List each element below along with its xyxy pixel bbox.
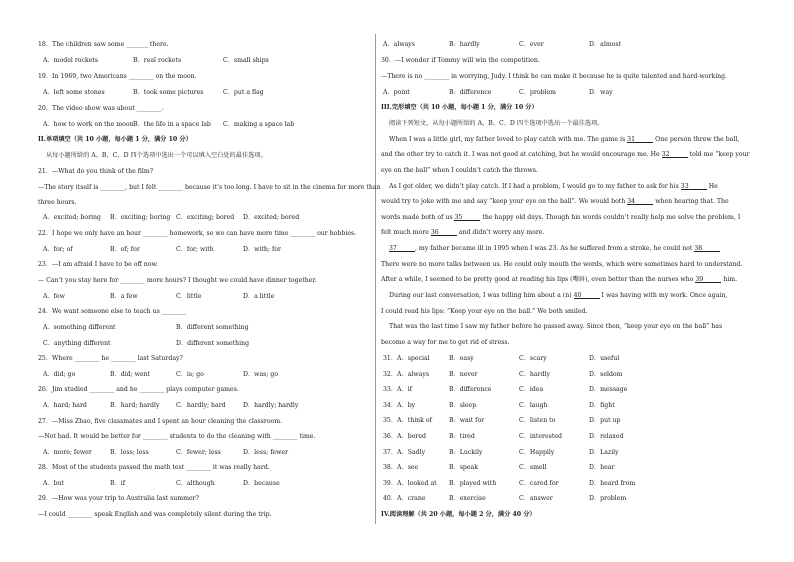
option: D．with; for	[243, 246, 281, 253]
passage-line-1	[389, 137, 739, 143]
option: C．for; with	[176, 246, 214, 253]
question-24: 24．We want someone else to teach us ________	[38, 308, 187, 315]
passage-text: him.	[723, 276, 738, 283]
passage-line-13: That was the last time I saw my father before he passed away. Since then, “keep your eye on the ball” has	[389, 323, 723, 330]
question-27: 27．—Miss Zhao, five classmates and I spent an hour cleaning the classroom.	[38, 418, 283, 425]
option: C．is; go	[176, 371, 204, 378]
option: B．a few	[110, 293, 138, 300]
option: 36．A．bored	[383, 433, 426, 440]
passage-text: would try to joke with me and say “keep your eye on the ball”. We would both	[381, 198, 626, 205]
passage-line-6	[381, 215, 740, 221]
passage-text: words made both of us	[381, 214, 453, 221]
option: B．Luckily	[449, 449, 483, 456]
option: A．how to work on the moon	[43, 121, 134, 128]
section-3-title: III.完形填空（共 10 小题，每小题 1 分，满分 10 分）	[381, 104, 538, 111]
option: C．listen to	[519, 417, 556, 424]
blank-38[interactable]: 38	[694, 246, 720, 252]
passage-text: and the other try to catch it. I was not good at catching, but he would encourage me. He	[381, 151, 660, 158]
blank-35[interactable]: 35	[454, 215, 480, 221]
option: C．although	[176, 480, 215, 487]
option: B．sleep	[449, 402, 477, 409]
question-19: 19．In 1969, two Americans ________ on the moon.	[38, 73, 197, 80]
option: B．took some pictures	[133, 89, 204, 96]
passage-text: He	[708, 183, 718, 190]
option: A．model rockets	[43, 57, 99, 64]
passage-line-11	[389, 293, 727, 299]
option: A．more; fewer	[43, 449, 92, 456]
passage-text: felt much more	[381, 229, 429, 236]
section-4-title: IV.阅读理解（共 20 小题，每小题 2 分，满分 40 分）	[381, 511, 536, 518]
section-3-instructions: 阅读下列短文，从每小题所给的 A、B、C、D 四个选项中选出一个最佳选项。	[389, 120, 604, 127]
option: B．difference	[449, 386, 492, 393]
option: D．seldom	[589, 371, 623, 378]
option: C．problem	[519, 89, 557, 96]
option: C．idea	[519, 386, 544, 393]
blank-34[interactable]: 34	[627, 199, 653, 205]
passage-line-9: There were no more talks between us. He could only mouth the words, which were sometimes hard to understand.	[381, 261, 743, 268]
option: D．different something	[176, 340, 250, 347]
option: A．did; go	[43, 371, 76, 378]
option: B．difference	[449, 89, 492, 96]
option: A．for; of	[43, 246, 73, 253]
passage-text: the happy old days. Though his words couldn’t really help me solve the problem, I	[482, 214, 741, 221]
passage-text: One person threw the ball,	[655, 136, 740, 143]
passage-text: After a while, I seemed to be pretty good at reading his lips (嘴唇), even better than the nurses who	[381, 276, 694, 283]
question-21-line2: —The story itself is ________, but I felt ________ because it’s too long. I have to sit in the cinema for more than	[38, 184, 381, 191]
option: C．exciting; bored	[176, 214, 235, 221]
option: B．never	[449, 371, 478, 378]
option: B．easy	[449, 355, 474, 362]
passage-line-8	[389, 246, 720, 252]
option: 32．A．always	[383, 371, 430, 378]
option: 37．A．Sadly	[383, 449, 426, 456]
question-29: 29．—How was your trip to Australia last summer?	[38, 495, 199, 502]
question-25: 25．Where ________ he ________ last Saturday?	[38, 355, 183, 362]
question-26: 26．Jim studied ________ and he ________ plays computer games.	[38, 386, 239, 393]
option: A．always	[383, 41, 415, 48]
option: B．if	[110, 480, 126, 487]
question-20: 20．The video show was about ________.	[38, 105, 164, 112]
option: C．put a flag	[223, 89, 264, 96]
option: C．making a space lab	[223, 121, 295, 128]
option: C．smell	[519, 464, 547, 471]
option: A．but	[43, 480, 65, 487]
option: C．hardly; hard	[176, 402, 226, 409]
option: D．hear	[589, 464, 615, 471]
option: C．scary	[519, 355, 547, 362]
section-2-instructions: 从每小题所给的 A、B、C、D 四个选项中选出一个可以填入空白处的最佳选项。	[46, 152, 267, 159]
question-30: 30．—I wonder if Tommy will win the competition.	[381, 57, 540, 64]
option: C．cared for	[519, 480, 559, 487]
option: B．hardly	[449, 41, 480, 48]
passage-line-5	[381, 199, 729, 205]
option: D．because	[243, 480, 280, 487]
question-28: 28．Most of the students passed the math test ________ it was really hard.	[38, 464, 270, 471]
option: C．fewer; less	[176, 449, 221, 456]
passage-text: and didn’t worry any more.	[458, 229, 545, 236]
blank-40[interactable]: 40	[574, 293, 600, 299]
option: A．point	[383, 89, 410, 96]
passage-text: During our last conversation, I was telling him about a (n)	[389, 292, 572, 299]
option: C．ever	[519, 41, 544, 48]
option: B．exercise	[449, 495, 486, 502]
option: 31．A．special	[383, 355, 430, 362]
blank-36[interactable]: 36	[431, 230, 457, 236]
option: B．played with	[449, 480, 497, 487]
question-23-line2: — Can’t you stay here for ________ more hours? I thought we could have dinner together.	[38, 277, 317, 284]
passage-line-2	[381, 152, 750, 158]
passage-line-14: become a way for me to get rid of stress.	[381, 339, 510, 346]
option: B．the life in a space lab	[133, 121, 211, 128]
option: D．excited; bored	[243, 214, 300, 221]
question-23: 23．—I am afraid I have to be off now.	[38, 261, 159, 268]
option: D．less; fewer	[243, 449, 289, 456]
column-divider	[375, 34, 376, 524]
passage-line-12: I could read his lips: “Keep your eye on the ball.” We both smiled.	[381, 308, 588, 315]
option: B．less; less	[110, 449, 149, 456]
option: D．Lazily	[589, 449, 619, 456]
passage-text: As I got older, we didn’t play catch. If I had a problem, I would go to my father to ask for his	[389, 183, 679, 190]
passage-line-4	[389, 184, 718, 190]
question-29-line2: —I could ________ speak English and was completely silent during the trip.	[38, 511, 272, 518]
option: 35．A．think of	[383, 417, 432, 424]
option: C．interested	[519, 433, 562, 440]
option: D．problem	[589, 495, 627, 502]
blank-33[interactable]: 33	[681, 184, 707, 190]
option: C．small ships	[223, 57, 269, 64]
passage-line-3: eye on the ball” when I couldn’t catch the throws.	[381, 167, 538, 174]
option: B．did; went	[110, 371, 151, 378]
option: B．hard; hardly	[110, 402, 160, 409]
passage-line-7	[381, 230, 544, 236]
option: C．laugh	[519, 402, 548, 409]
option: D．a little	[243, 293, 275, 300]
question-27-line2: —Not bad. It would be better for ________ students to do the cleaning with ________ time.	[38, 433, 316, 440]
option: A．something different	[43, 324, 116, 331]
option: C．answer	[519, 495, 553, 502]
question-22: 22．I hope we only have an hour ________ homework, so we can have more time ________ our hobbies.	[38, 230, 357, 237]
blank-31[interactable]: 31	[627, 137, 653, 143]
option: D．message	[589, 386, 628, 393]
option: 34．A．by	[383, 402, 416, 409]
option: D．way	[589, 89, 613, 96]
passage-text: I was having with my work. Once again,	[601, 292, 728, 299]
blank-39[interactable]: 39	[695, 277, 721, 283]
passage-text: when hearing that. The	[655, 198, 729, 205]
option: C．Happily	[519, 449, 555, 456]
option: B．real rockets	[133, 57, 182, 64]
option: D．useful	[589, 355, 620, 362]
blank-37[interactable]: 37	[389, 246, 415, 252]
option: 38．A．see	[383, 464, 419, 471]
question-21-line3: three hours.	[38, 199, 77, 206]
option: B．speak	[449, 464, 478, 471]
option: D．put up	[589, 417, 621, 424]
option: B．wait for	[449, 417, 485, 424]
section-2-title: II.单项填空（共 10 小题，每小题 1 分，满分 10 分）	[38, 136, 192, 143]
passage-line-10	[381, 277, 737, 283]
option: C．little	[176, 293, 202, 300]
option: D．almost	[589, 41, 622, 48]
option: 33．A．if	[383, 386, 412, 393]
passage-text: , my father became ill in 1995 when I was 23. As he suffered from a stroke, he could not	[415, 245, 693, 252]
option: B．exciting; boring	[110, 214, 171, 221]
option: C．hardly	[519, 371, 550, 378]
option: D．heard from	[589, 480, 636, 487]
option: D．relaxed	[589, 433, 624, 440]
option: 39．A．looked at	[383, 480, 437, 487]
passage-text: When I was a little girl, my father loved to play catch with me. The game is	[389, 136, 626, 143]
passage-text: told me “keep your	[689, 151, 750, 158]
option: C．anything different	[43, 340, 111, 347]
option: D．fight	[589, 402, 615, 409]
option: A．hard; hard	[43, 402, 87, 409]
question-30-line2: —There is no ________ in worrying, Judy. I think he can make it because he is quite talented and hard-working.	[381, 73, 728, 80]
question-18: 18．The children saw some _______ there.	[38, 41, 169, 48]
option: B．different something	[176, 324, 249, 331]
option: D．was; go	[243, 371, 279, 378]
option: A．excited; boring	[43, 214, 101, 221]
question-21: 21．—What do you think of the film?	[38, 168, 154, 175]
option: D．hardly; hardly	[243, 402, 299, 409]
option: 40．A．crane	[383, 495, 426, 502]
option: B．tired	[449, 433, 475, 440]
blank-32[interactable]: 32	[662, 152, 688, 158]
option: A．left some stones	[43, 89, 105, 96]
option: A．few	[43, 293, 65, 300]
option: B．of; for	[110, 246, 140, 253]
